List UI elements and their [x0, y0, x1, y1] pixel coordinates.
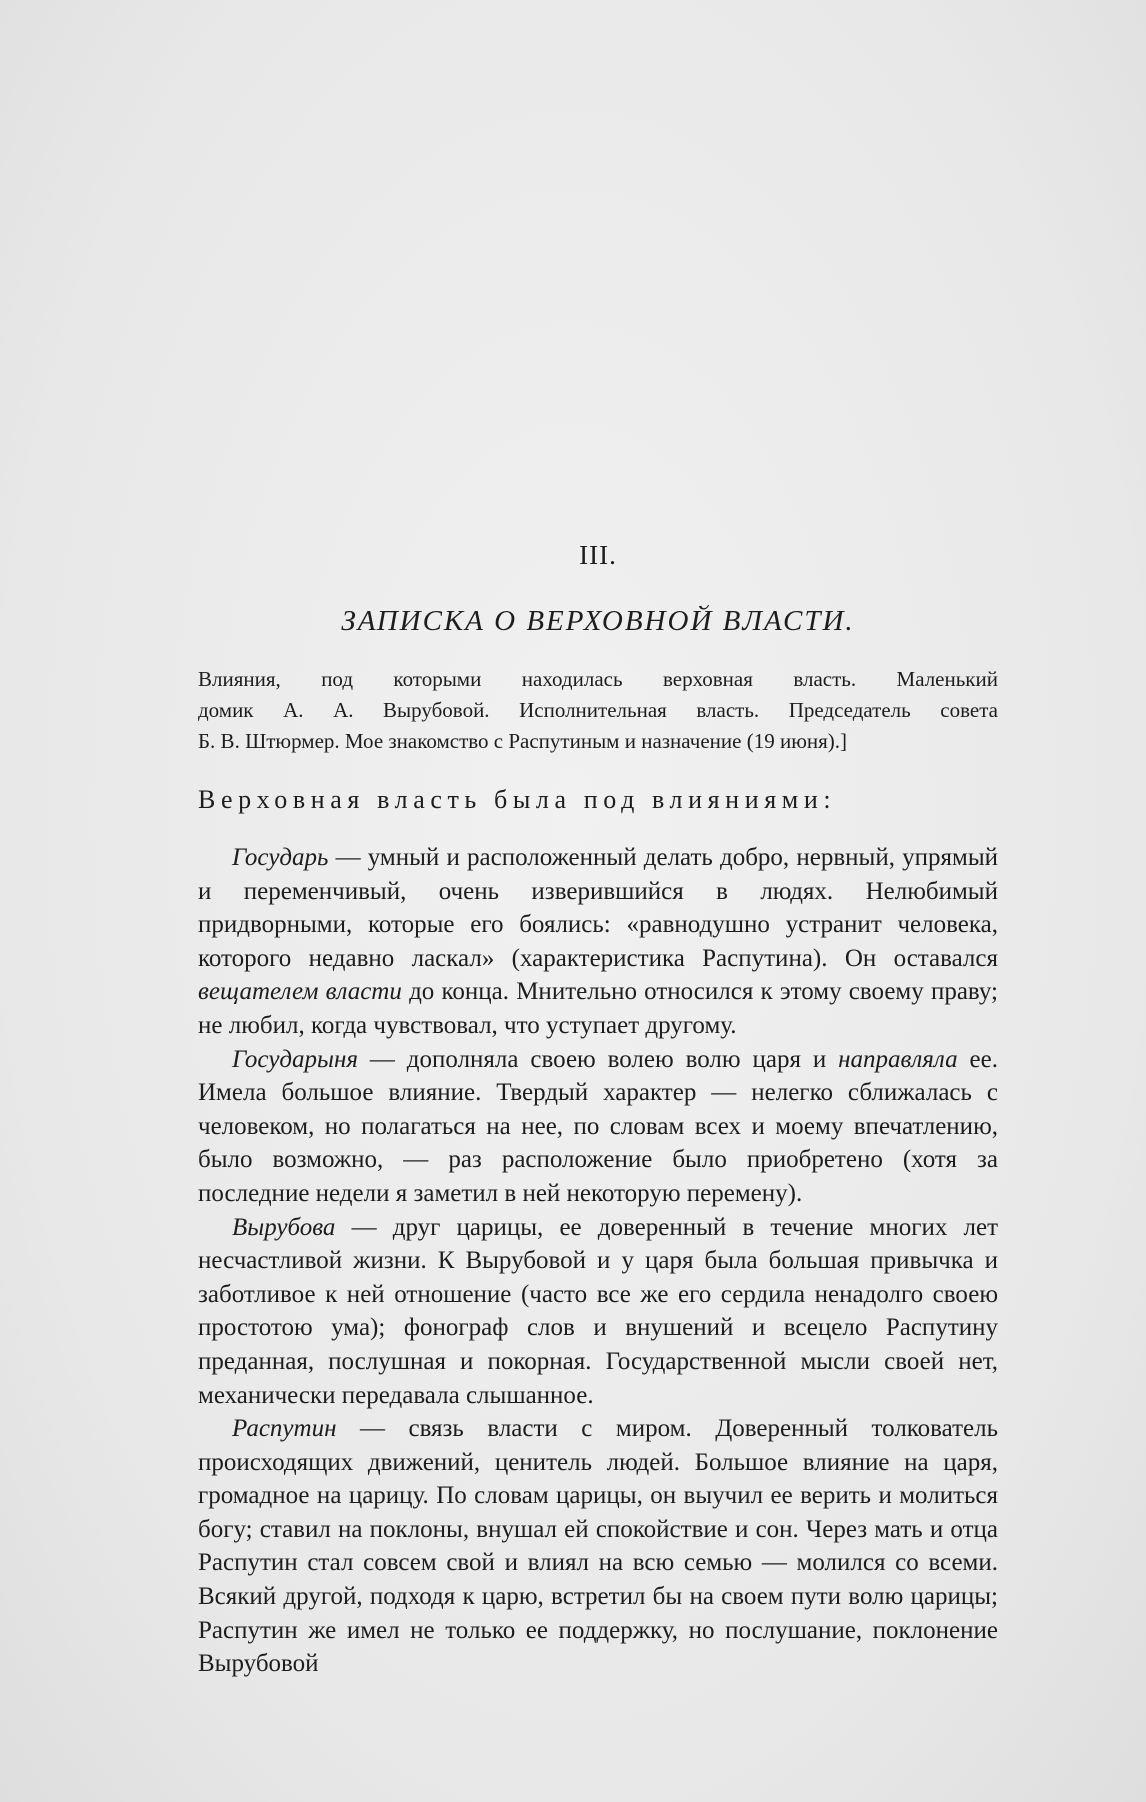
paragraph-text-end: до конца. Мнительно относился к этому своему праву; не любил, когда чувствовал, что уступает другому.	[198, 978, 998, 1039]
paragraph-emphasis: вещателем власти	[198, 978, 402, 1006]
paragraph-text: — дополняла своею волею волю царя и	[357, 1045, 839, 1073]
paragraph-text: — друг царицы, ее доверенный в течение многих лет несчастливой жизни. К Вырубовой и у царя была большая привычка и заботливое к ней отношение (часто все же его сердила ненадолго своею простотою ума); фонограф слов и внушений и всецело Распутину преданная, послушная и покорная. Государственной мысли своей нет, механически передавала слышанное.	[198, 1213, 998, 1409]
chapter-summary-line: Б. В. Штюрмер. Мое знакомство с Распутиным и назначение (19 июня).]	[198, 729, 848, 753]
paragraph-emphasis: направляла	[838, 1045, 958, 1073]
paragraph-term: Государыня	[232, 1045, 358, 1073]
chapter-summary-line: Влияния, под которыми находилась верховная власть. Маленький	[198, 667, 998, 691]
paragraph-gosudar	[198, 841, 998, 1043]
paragraph-text: — связь власти с миром. Доверенный толкователь происходящих движений, ценитель людей. Большое влияние на царя, громадное на царицу. По словам царицы, он выучил ее верить и молиться богу; ставил на поклоны, внушал ей спокойствие и сон. Через мать и отца Распутин стал совсем свой и влиял на всю семью — молился со всеми. Всякий другой, подходя к царю, встретил бы на своем пути волю царицы; Распутин же имел не только ее поддержку, но послушание, поклонение Вырубовой	[198, 1415, 998, 1678]
chapter-number: III.	[579, 540, 617, 570]
paragraph-gosudarynya	[198, 1043, 998, 1211]
paragraph-term: Распутин	[232, 1415, 337, 1443]
paragraph-term: Вырубова	[232, 1213, 336, 1241]
paragraph-vyrubova	[198, 1211, 998, 1413]
paragraph-term: Государь	[232, 844, 329, 871]
paragraph-rasputin	[198, 1412, 998, 1681]
paragraph-text: — умный и расположенный делать добро, нервный, упрямый и переменчивый, очень изверившийся в людях. Нелюбимый придворными, которые его боялись: «равнодушно устранит человека, которого недавно ласкал» (характеристика Распутина). Он оставался	[198, 844, 998, 972]
chapter-summary-line: домик А. А. Вырубовой. Исполнительная власть. Председатель совета	[198, 698, 998, 722]
paragraph-text-end: ее. Имела большое влияние. Твердый характер — нелегко сближалась с человеком, но полагаться на нее, по словам всех и моему впечатлению, было возможно, — раз расположение было приобретено (хотя за последние недели я заметил в ней некоторую перемену).	[198, 1045, 998, 1207]
lead-sentence: Верховная власть была под влияниями:	[198, 785, 837, 814]
chapter-title: ЗАПИСКА О ВЕРХОВНОЙ ВЛАСТИ.	[341, 605, 855, 637]
page-content	[198, 540, 998, 1681]
